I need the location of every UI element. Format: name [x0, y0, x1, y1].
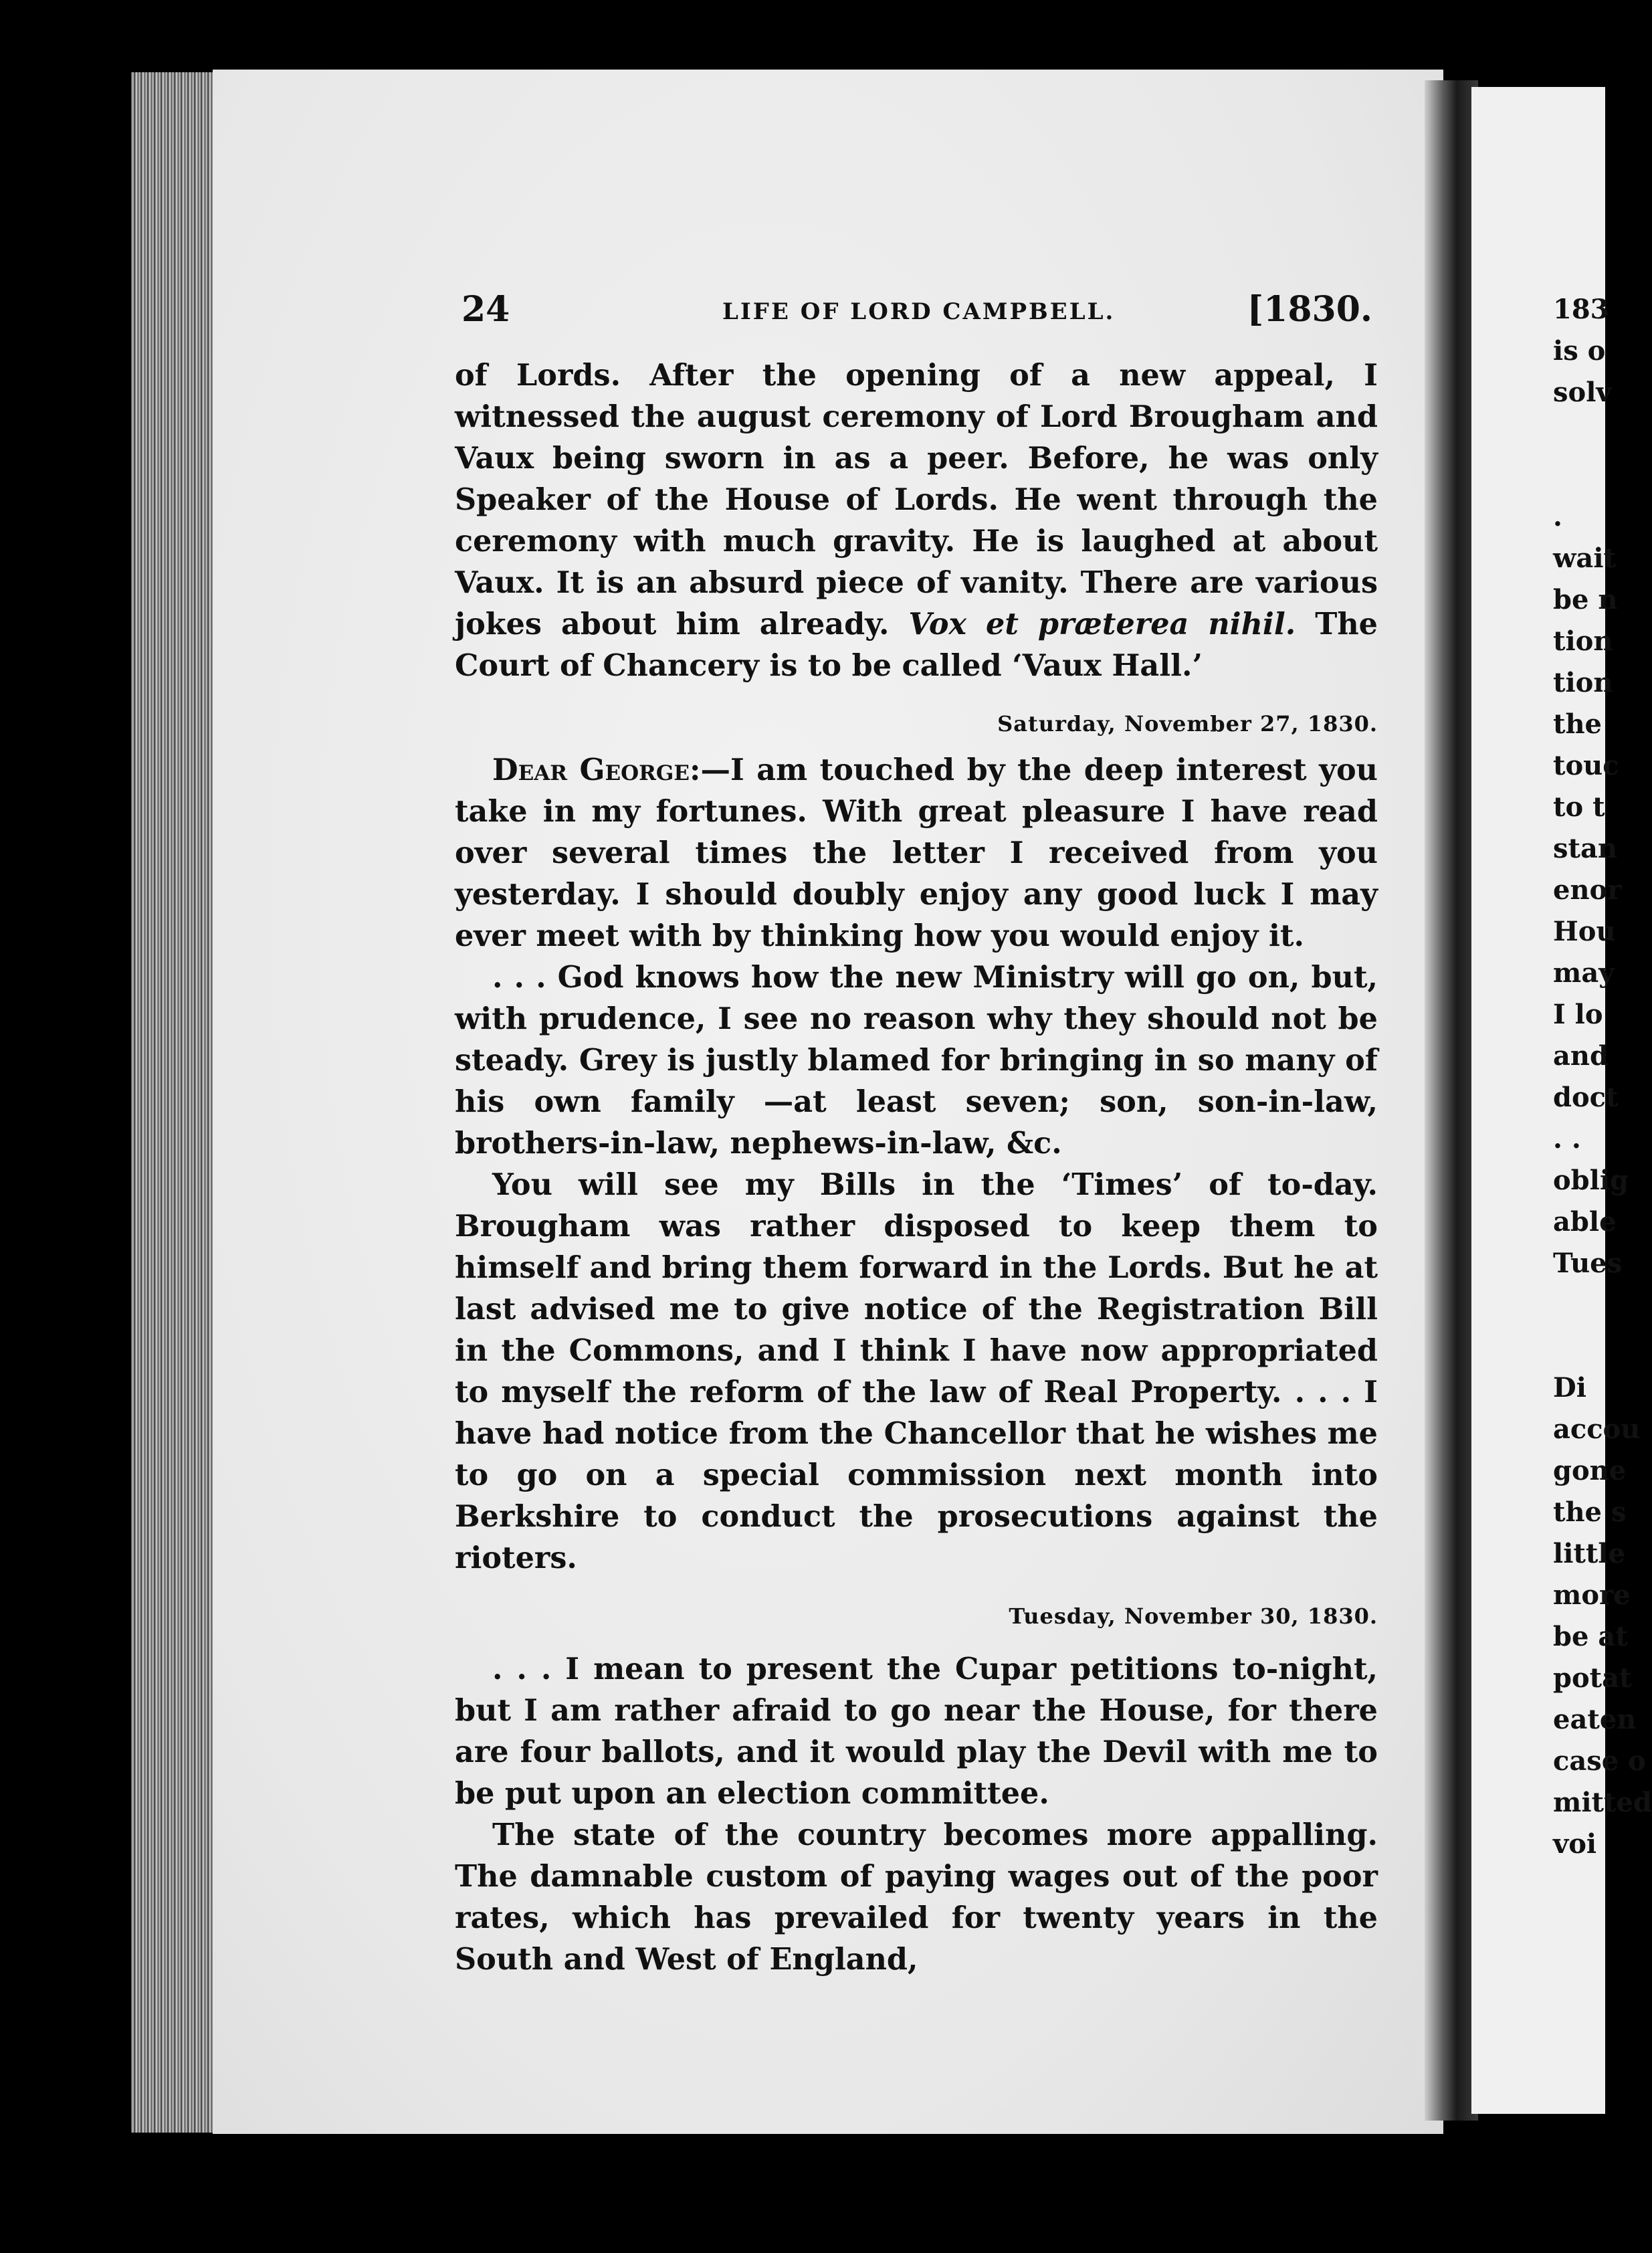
- running-year: [1830.: [1247, 289, 1372, 330]
- facing-page-line: tion: [1553, 667, 1613, 698]
- facing-page-line: enor: [1553, 874, 1622, 906]
- paragraph-5: . . . I mean to present the Cupar petitions to-night, but I am rather afraid to go near the House, for there are four ballots, and it would play the Devil with me to be put upon an election committee.: [455, 1652, 1378, 1811]
- facing-page-line: is o: [1553, 335, 1606, 367]
- paragraph-1: of Lords. After the opening of a new appeal, I witnessed the august ceremony of Lord Brougham and Vaux being sworn in as a peer. Before, he was only Speaker of the House of Lords. He went through the ceremony with much gravity. He is laughed at about Vaux. It is an absurd piece of vanity. There are various jokes about him already. Vox et præterea nihil. The Court of Chancery is to be called ‘Vaux Hall.’: [455, 358, 1378, 683]
- facing-page-line: and: [1553, 1040, 1609, 1072]
- facing-page-line: to t: [1553, 791, 1605, 823]
- facing-page-line: the: [1553, 708, 1603, 740]
- facing-page-line: accou: [1553, 1413, 1641, 1445]
- page-body: [455, 355, 1378, 1980]
- facing-page-line: [1553, 1284, 1605, 1326]
- facing-page-line: case o: [1553, 1745, 1646, 1777]
- facing-page-line: voi: [1553, 1828, 1597, 1860]
- facing-page-line: [1553, 413, 1605, 455]
- facing-page-line: the s: [1553, 1496, 1627, 1528]
- facing-page-line: tion: [1553, 625, 1613, 657]
- facing-page-line: I lo: [1553, 999, 1603, 1030]
- facing-page-line: Hou: [1553, 916, 1616, 947]
- facing-page-line: little: [1553, 1538, 1625, 1569]
- dateline-nov-27: Saturday, November 27, 1830.: [997, 711, 1378, 737]
- facing-page-line: oblig: [1553, 1165, 1629, 1196]
- facing-page-line: Di: [1553, 1372, 1586, 1403]
- facing-page-line: doct: [1553, 1082, 1619, 1113]
- facing-page-line: potat: [1553, 1662, 1632, 1694]
- facing-page-line: mitted: [1553, 1787, 1652, 1818]
- page-number: 24: [461, 289, 510, 330]
- paragraph-3: . . . God knows how the new Ministry will go on, but, with prudence, I see no reason why they should not be steady. Grey is justly blamed for bringing in so many of his own family —at least seven; son, son-in-law, brothers-in-law, nephews-in-law, &c.: [455, 960, 1378, 1161]
- facing-page-line: eaten: [1553, 1704, 1637, 1735]
- facing-page-line: gone: [1553, 1455, 1627, 1486]
- paragraph-2: Dear George:—I am touched by the deep interest you take in my fortunes. With great pleasure I have read over several times the letter I received from you yesterday. I should doubly enjoy any good luck I may ever meet with by thinking how you would enjoy it.: [455, 753, 1378, 953]
- facing-page-line: stan: [1553, 833, 1617, 864]
- latin-quote: Vox et præterea nihil.: [908, 607, 1296, 642]
- facing-page-line: solv: [1553, 377, 1612, 408]
- facing-page-line: able: [1553, 1206, 1617, 1238]
- facing-page-line: more: [1553, 1579, 1631, 1611]
- facing-page-text: [1553, 289, 1652, 1865]
- facing-page-line: Tues: [1553, 1248, 1623, 1279]
- book-gutter: [1425, 80, 1478, 2121]
- facing-page-line: be n: [1553, 584, 1618, 615]
- running-head: [461, 289, 1372, 342]
- paragraph-6: The state of the country becomes more appalling. The damnable custom of paying wages out of the poor rates, which has prevailed for twenty years in the South and West of England,: [455, 1818, 1378, 1977]
- facing-page-line: .: [1553, 501, 1562, 532]
- facing-page-line: [1553, 1326, 1605, 1367]
- facing-page-line: may: [1553, 957, 1615, 989]
- facing-page-line: touc: [1553, 750, 1619, 781]
- facing-page-line: wait: [1553, 543, 1617, 574]
- dateline-nov-30: Tuesday, November 30, 1830.: [1009, 1603, 1378, 1629]
- running-title: LIFE OF LORD CAMPBELL.: [722, 298, 1116, 325]
- salutation: Dear George: [492, 753, 690, 787]
- facing-page-line: 183: [1553, 294, 1609, 325]
- facing-page-line: be at: [1553, 1621, 1628, 1652]
- facing-page-line: [1553, 455, 1605, 496]
- facing-page-line: . .: [1553, 1123, 1581, 1155]
- page-edges: [131, 72, 215, 2133]
- paragraph-4: You will see my Bills in the ‘Times’ of to-day. Brougham was rather disposed to keep them to himself and bring them forward in the Lords. But he at last advised me to give notice of the Registration Bill in the Commons, and I think I have now appropriated to myself the reform of the law of Real Property. . . . I have had notice from the Chancellor that he wishes me to go on a special commission next month into Berkshire to conduct the prosecutions against the rioters.: [455, 1167, 1378, 1575]
